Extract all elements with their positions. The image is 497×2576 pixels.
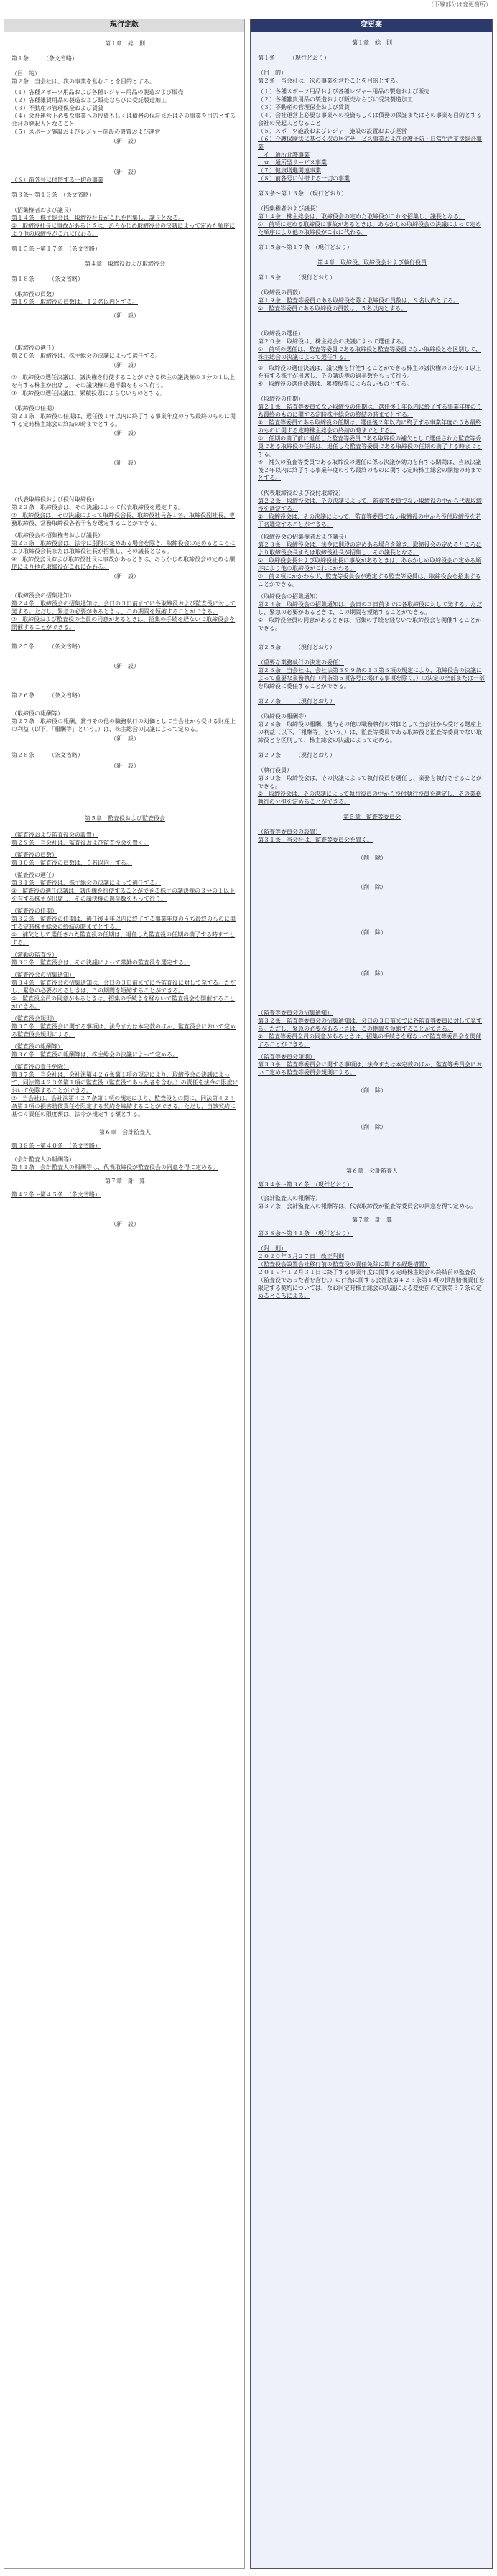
left-article-line: 第２０条 取締役は、株主総会の決議によって選任する。 xyxy=(11,353,161,359)
left-article-line: （１）各種スポーツ用品および各種レジャー用品の製造および販売 xyxy=(11,89,184,96)
right-article-line: （削 除） xyxy=(358,1124,386,1130)
left-article-line: 第２７条 取締役の報酬、賞与その他の職務執行の対価として当会社から受ける財産上の利益（以下、「報酬等」という。）は、株主総会の決議によって定める。 xyxy=(11,718,236,733)
left-article-line: （新 設） xyxy=(111,460,139,466)
right-article-line: ② 監査等委員である取締役の任期は、選任後２年以内に終了する事業年度のうち最終のものに関する定時株主総会の終結の時までとする。 xyxy=(258,419,482,434)
change-note: （下線部分は変更箇所） xyxy=(428,1,491,8)
right-article-line: 第３条〜第１３条 （現行どおり） xyxy=(258,190,347,197)
right-article-line: ② 取締役会は、その決議によって執行役員の中から役付執行役員を選定し、その業務執行の分担を定めることができる。 xyxy=(258,791,482,805)
left-article-line: （監査役会規則） xyxy=(11,1015,57,1022)
right-article-line: （取締役の任期） xyxy=(258,396,304,402)
left-article-line: ② 取締役および監査役の全員の同意があるときは、招集の手続を経ないで取締役会を開催することができる。 xyxy=(11,616,236,631)
right-article-line: ④ 取締役の選任決議は、累積投票によらないものとする。 xyxy=(258,381,413,387)
left-article-line: 第３条〜第１３条 （条文省略） xyxy=(11,192,95,198)
left-article-line: 第３３条 監査役会は、その決議によって常勤の監査役を選定する。 xyxy=(11,959,190,966)
left-article-line: （監査役の責任免除） xyxy=(11,1064,69,1070)
right-article-line: 第３４条〜第３６条 （現行どおり） xyxy=(258,1181,353,1188)
right-article-line: 第２５条 （現行どおり） xyxy=(258,644,335,651)
left-article-line: 第４２条〜第４５条 （条文省略） xyxy=(11,1191,101,1198)
left-article-line: ② 当会社は、会社法第４２７条第１項の規定により、監査役との間に、同法第４２３条第１項の損害賠償責任を限定する契約を締結することができる。ただし、当該契約に基づく責任の限度額は、法令が規定する額とする。 xyxy=(11,1095,236,1117)
left-article-line: （招集権者および議長） xyxy=(11,207,75,213)
right-article-line: 第２条 当会社は、次の事業を営むことを目的とする。 xyxy=(258,78,401,84)
left-article-line: 第３６条 監査役の報酬等は、株主総会の決議によって定める。 xyxy=(11,1051,178,1058)
left-article-line: 第２８条 （条文省略） xyxy=(11,752,83,758)
left-article-line: ③ 取締役の選任決議は、累積投票によらないものとする。 xyxy=(11,390,167,396)
left-article-line: 第３１条 監査役は、株主総会の決議によって選任する。 xyxy=(11,880,161,886)
right-article-line: 第２７条 （現行どおり） xyxy=(258,698,335,705)
left-article-line: 第２１条 取締役の任期は、選任後１年以内に終了する事業年度のうち最終のものに関する定時株主総会の終結の時までとする。 xyxy=(11,413,236,427)
left-article-line: （取締役の員数） xyxy=(11,291,57,297)
left-article-line: 第３４条 監査役会の招集通知は、会日の３日前までに各監査役に対して発する。ただし、緊急の必要があるときは、この期間を短縮することができる。 xyxy=(11,980,236,994)
right-article-line: （８）前各号に付帯する一切の事業 xyxy=(258,175,350,182)
left-article-line: ② 取締役会は、その決議によって取締役会長、取締役社長各１名、取締役副社長、専務取締役、常務取締役各若干名を選定することができる。 xyxy=(11,512,236,526)
left-article-line: ② 監査役の選任決議は、議決権を行使することができる株主の議決権の３分の１以上を有する株主が出席し、その議決権の過半数をもって行う。 xyxy=(11,888,236,902)
right-article-line: （代表取締役および役付取締役） xyxy=(258,490,344,496)
left-article-line: （取締役の報酬等） xyxy=(11,710,63,717)
right-article-line: （２）各種雑貨用品の製造および販売ならびに受託製造加工 xyxy=(258,96,413,103)
right-article-line: （３）不動産の管理保全および賃貸 xyxy=(258,104,350,111)
left-article-line: 第４章 取締役および取締役会 xyxy=(85,261,165,267)
right-article-line: ２０２０年３月２７日 改正附則 xyxy=(258,1253,344,1260)
proposed-articles-column xyxy=(250,19,493,2569)
right-article-line: 第１８条 （現行どおり） xyxy=(258,274,335,281)
left-article-line: （会計監査人の報酬等） xyxy=(11,1156,75,1163)
current-articles-column xyxy=(4,19,245,2569)
right-article-line: イ 通所介護事業 xyxy=(258,152,310,158)
current-articles-header: 現行定款 xyxy=(4,19,244,32)
right-article-line: （削 除） xyxy=(358,970,386,977)
right-article-line: ③ 任期の満了前に退任した監査等委員である取締役の補欠として選任された監査等委員である取締役の任期は、退任した監査等委員である取締役の任期の満了する時までとする。 xyxy=(258,435,482,457)
left-article-line: ② 監査役全員の同意があるときは、招集の手続きを経ないで監査役会を開催することができる。 xyxy=(11,995,236,1010)
left-article-line: 第７章 計 算 xyxy=(105,1178,145,1184)
left-article-line: 第３２条 監査役の任期は、選任後４年以内に終了する事業年度のうち最終のものに関する定時株主総会の終結の時までとする。 xyxy=(11,916,236,930)
left-article-line: （取締役会の招集通知） xyxy=(11,592,75,599)
right-article-line: （１）各種スポーツ用品および各種レジャー用品の製造および販売 xyxy=(258,88,430,95)
right-article-line: （取締役の報酬等） xyxy=(258,713,310,720)
right-article-line: （７）健康増進関連事業 xyxy=(258,167,321,174)
right-article-line: （招集権者および議長） xyxy=(258,205,321,212)
left-article-line: 第４１条 会計監査人の報酬等は、代表取締役が監査役会の同意を得て定める。 xyxy=(11,1164,218,1171)
left-article-line: （取締役会の招集権者および議長） xyxy=(11,532,103,539)
left-article-line: 第２３条 取締役会は、法令に別段の定めある場合を除き、取締役会の定めるところにより取締役会長または取締役社長が招集し、その議長となる。 xyxy=(11,540,236,554)
right-article-line: （５）スポーツ施設およびレジャー施設の設置および運営 xyxy=(258,128,407,134)
right-article-line: ② 前項に定める取締役に事故があるときは、あらかじめ取締役会の決議によって定めた順序により他の取締役がこれに代わる。 xyxy=(258,221,482,236)
left-article-line: 第２９条 当会社は、監査役および監査役会を置く。 xyxy=(11,840,149,846)
left-article-line: （監査役の選任） xyxy=(11,872,57,878)
left-article-line: （３）不動産の管理保全および賃貸 xyxy=(11,105,103,111)
left-article-line: 第３５条 監査役会に関する事項は、法令または本定款のほか、監査役会において定める監査役会規則による。 xyxy=(11,1023,236,1038)
left-article-line: 第３８条〜第４０条 （条文省略） xyxy=(11,1143,101,1149)
right-article-line: （削 除） xyxy=(358,855,386,861)
right-article-line: ③ 前２項にかかわらず、監査等委員会が選定する監査等委員は、取締役会を招集することができる。 xyxy=(258,573,481,587)
right-article-line: ロ 通所型サービス事業 xyxy=(258,159,327,166)
left-article-line: ② 取締役会長および取締役社長に事故があるときは、あらかじめ取締役会の定める順序により他の取締役がこれにかわる。 xyxy=(11,556,236,570)
left-article-line: （新 設） xyxy=(111,312,139,319)
right-article-line: （監査等委員会規則） xyxy=(258,1054,315,1060)
left-article-line: ② 取締役の選任決議は、議決権を行使することができる株主の議決権の３分の１以上を有する株主が出席し、その議決権の過半数をもって行う。 xyxy=(11,374,236,389)
left-article-line: （取締役の任期） xyxy=(11,405,57,411)
right-article-line: （取締役会の招集通知） xyxy=(258,593,321,600)
right-article-line: （取締役会の招集権者および議長） xyxy=(258,534,350,540)
right-article-line: 第２３条 取締役会は、法令に別段の定めある場合を除き、取締役会の定めるところにより取締役会長または取締役社長が招集し、その議長となる。 xyxy=(258,541,482,556)
proposed-articles-body xyxy=(251,32,492,1300)
right-article-line: 第２４条 取締役会の招集通知は、会日の３日前までに各取締役に対して発する。ただし、緊急の必要があるときは、この期間を短縮することができる。 xyxy=(258,601,482,615)
left-article-line: （新 設） xyxy=(111,362,139,368)
right-article-line: （取締役の員数） xyxy=(258,289,304,296)
left-article-line: （監査役の任期） xyxy=(11,908,57,914)
right-article-line: 第２０条 取締役は、株主総会の決議によって選任する。 xyxy=(258,338,407,345)
left-article-line: 第２条 当会社は、次の事業を営むことを目的とする。 xyxy=(11,78,155,85)
left-article-line: 第２６条 （条文省略） xyxy=(11,692,83,699)
right-article-line: 第３１条 当会社は、監査等委員会を置く。 xyxy=(258,837,373,843)
right-article-line: 第１５条〜第１７条 （現行どおり） xyxy=(258,244,353,251)
right-article-line: （監査役会設置会社移行前の監査役の責任免除に関する経過措置） xyxy=(258,1261,430,1268)
right-article-line: 第３３条 監査等委員会に関する事項は、法令または本定款のほか、監査等委員会において定める監査等委員会規則による。 xyxy=(258,1061,482,1076)
right-article-line: （附 則） xyxy=(258,1245,287,1252)
right-article-line: 第２１条 監査等委員でない取締役の任期は、選任後１年以内に終了する事業年度のうち最終のものに関する定時株主総会の終結の時までとする。 xyxy=(258,404,482,418)
right-article-line: 第１章 総 則 xyxy=(352,39,392,46)
right-article-line: 第７章 計 算 xyxy=(352,1217,392,1223)
left-article-line: （監査役の員数） xyxy=(11,852,57,858)
right-article-line: （執行役員） xyxy=(258,767,292,773)
left-article-line: （取締役の選任） xyxy=(11,345,57,351)
left-article-line: （新 設） xyxy=(111,1221,139,1227)
left-article-line: 第６章 会計監査人 xyxy=(99,1129,151,1135)
left-article-line: （５）スポーツ施設およびレジャー施設の設置および運営 xyxy=(11,129,161,135)
left-article-line: （新 設） xyxy=(111,430,139,437)
right-article-line: （監査等委員会の招集通知） xyxy=(258,1010,333,1016)
left-article-line: 第２４条 取締役会の招集通知は、会日の３日前までに各取締役および監査役に対して発する。ただし、緊急の必要があるときは、この期間を短縮することができる。 xyxy=(11,600,236,615)
right-article-line: ④ 補欠の監査等委員である取締役の選任に係る決議が効力を有する期間は、当該決議後２年以内に終了する事業年度のうち最終のものに関する定時株主総会の開始の時までとする。 xyxy=(258,459,482,481)
right-article-line: 第３２条 監査等委員会の招集通知は、会日の３日前までに各監査等委員に対して発する。ただし、緊急の必要があるときは、この期間を短縮することができる。 xyxy=(258,1018,482,1032)
right-article-line: ② 監査等委員である取締役の員数は、５名以内とする。 xyxy=(258,305,407,312)
right-article-line: （会計監査人の報酬等） xyxy=(258,1195,321,1201)
left-article-line: （監査役および監査役会の設置） xyxy=(11,832,98,838)
left-article-line: （代表取締役および役付取締役） xyxy=(11,496,98,503)
right-article-line: 第３７条 会計監査人の報酬等は、代表取締役が監査等委員会の同意を得て定める。 xyxy=(258,1203,476,1209)
left-article-line: （４）会社運営上必要な事業への投資もしくは債務の保証またはその事業を目的とする会社の発起人となること xyxy=(11,113,236,127)
right-article-line: 第４章 取締役、取締役会および執行役員 xyxy=(317,259,427,266)
right-article-line: 第１９条 監査等委員である取締役を除く取締役の員数は、９名以内とする。 xyxy=(258,297,459,304)
right-article-line: ② 前項の選任は、監査等委員である取締役と監査等委員でない取締役とを区別して、株主総会の決議によって選任する。 xyxy=(258,346,482,361)
right-article-line: （重要な業務執行の決定の委任） xyxy=(258,659,344,666)
left-article-line: （新 設） xyxy=(111,573,139,580)
right-article-line: 第６章 会計監査人 xyxy=(346,1168,398,1174)
left-article-line: 第３０条 監査役の員数は、５名以内とする。 xyxy=(11,860,132,866)
right-article-line: 第３０条 取締役会は、その決議によって執行役員を選任し、業務を執行させることができる。 xyxy=(258,775,482,789)
right-article-line: （削 除） xyxy=(358,1087,386,1094)
left-article-line: （新 設） xyxy=(111,663,139,669)
left-article-line: 第２５条 （条文省略） xyxy=(11,643,83,650)
right-article-line: 第２８条 取締役の報酬、賞与その他の職務執行の対価として当会社から受ける財産上の利益（以下、「報酬等」という。）は、監査等委員である取締役と監査等委員でない取締役とを区別して、株主総会の決議によって定める。 xyxy=(258,721,482,743)
left-article-line: （新 設） xyxy=(111,169,139,175)
right-article-line: （４）会社運営上必要な事業への投資もしくは債務の保証またはその事業を目的とする会社の発起人となること xyxy=(258,112,482,126)
right-article-line: （削 除） xyxy=(358,929,386,936)
right-article-line: （監査等委員会の設置） xyxy=(258,829,321,835)
left-article-line: 第１章 総 則 xyxy=(105,40,145,47)
left-article-line: （監査役の報酬等） xyxy=(11,1043,63,1050)
left-article-line: （新 設） xyxy=(111,735,139,742)
left-article-line: ② 補欠として選任された監査役の任期は、退任した監査役の任期の満了する時までとする。 xyxy=(11,931,236,946)
right-article-line: 第５章 監査等委員会 xyxy=(343,814,401,820)
left-article-line: 第１条 （条文省略） xyxy=(11,55,78,62)
right-article-line: 第２２条 取締役会は、その決議によって、監査等委員でない取締役の中から代表取締役を選定する。 xyxy=(258,498,482,512)
right-article-line: （取締役の選任） xyxy=(258,330,304,337)
right-article-line: 第３８条〜第４１条 （現行どおり） xyxy=(258,1230,353,1237)
right-article-line: ２０１９年１２月３１日に終了する事業年度に関する定時株主総会の終結前の監査役（監査役であった者を含む。）の行為に関する会社法第４２３条第１項の損害賠償責任を限定する契約については、なお同定時株主総会の決議による変更前の定款第３７条の定めるところによる。 xyxy=(258,1269,485,1299)
right-article-line: 第２６条 当会社は、会社法第３９９条の１３第６項の規定により、取締役会の決議によって重要な業務執行（同条第５項各号に掲げる事項を除く。）の決定の全部または一部を取締役に委任することができる。 xyxy=(258,667,485,689)
left-article-line: （新 設） xyxy=(111,763,139,769)
right-article-line: （削 除） xyxy=(358,884,386,891)
left-article-line: （目 的） xyxy=(11,70,40,77)
proposed-articles-header: 変更案 xyxy=(251,19,492,32)
left-article-line: （監査役会の招集通知） xyxy=(11,972,75,978)
left-article-line: 第１９条 取締役の員数は、１２名以内とする。 xyxy=(11,299,138,305)
current-articles-body xyxy=(4,32,244,1228)
left-article-line: （６）前各号に付帯する一切の事業 xyxy=(11,177,103,183)
right-article-line: 第１条 （現行どおり） xyxy=(258,55,330,61)
left-article-line: 第３７条 当会社は、会社法第４２６条第１項の規定により、取締役会の決議によって、同法第４２３条第１項の監査役（監査役であった者を含む。）の責任を法令の限度において免除することができる。 xyxy=(11,1071,238,1094)
right-article-line: 第２９条 （現行どおり） xyxy=(258,752,335,758)
left-article-line: （新 設） xyxy=(111,138,139,144)
right-article-line: ② 取締役会長および取締役社長に事故があるときは、あらかじめ取締役会の定める順序により他の取締役がこれにかわる。 xyxy=(258,557,482,572)
left-article-line: 第１８条 （条文省略） xyxy=(11,276,83,282)
left-article-line: ② 取締役社長に事故があるときは、あらかじめ取締役会の決議によって定めた順序により他の取締役がこれに代わる。 xyxy=(11,223,236,237)
right-article-line: ② 監査等委員全員の同意があるときは、招集の手続きを経ないで監査等委員会を開催することができる。 xyxy=(258,1033,482,1048)
left-article-line: （常勤の監査役） xyxy=(11,952,57,958)
right-article-line: ② 取締役会は、その決議によって、監査等委員でない取締役の中から役付取締役を若干名選定することができる。 xyxy=(258,513,482,528)
right-article-line: ③ 取締役の選任決議は、議決権を行使することができる株主の議決権の３分の１以上を有する株主が出席し、その議決権の過半数をもって行う。 xyxy=(258,365,482,379)
left-article-line: 第１４条 株主総会は、取締役社長がこれを招集し、議長となる。 xyxy=(11,215,184,221)
right-article-line: 第１４条 株主総会は、取締役会の定めた取締役がこれを招集し、議長となる。 xyxy=(258,213,465,220)
left-article-line: 第１５条〜第１７条 （条文省略） xyxy=(11,246,101,252)
right-article-line: （６）介護保険法に基づく次の居宅サービス事業および介護予防・日常生活支援総合事業 xyxy=(258,136,482,150)
right-article-line: ② 取締役全員の同意があるときは、招集の手続を経ないで取締役会を開催することができる。 xyxy=(258,617,482,631)
left-article-line: （２）各種雑貨用品の製造および販売ならびに受託製造加工 xyxy=(11,97,167,103)
left-article-line: 第２２条 取締役会は、その決議によって代表取締役を選定する。 xyxy=(11,504,184,511)
right-article-line: （目 的） xyxy=(258,70,287,76)
left-article-line: 第５章 監査役および監査役会 xyxy=(85,815,165,822)
